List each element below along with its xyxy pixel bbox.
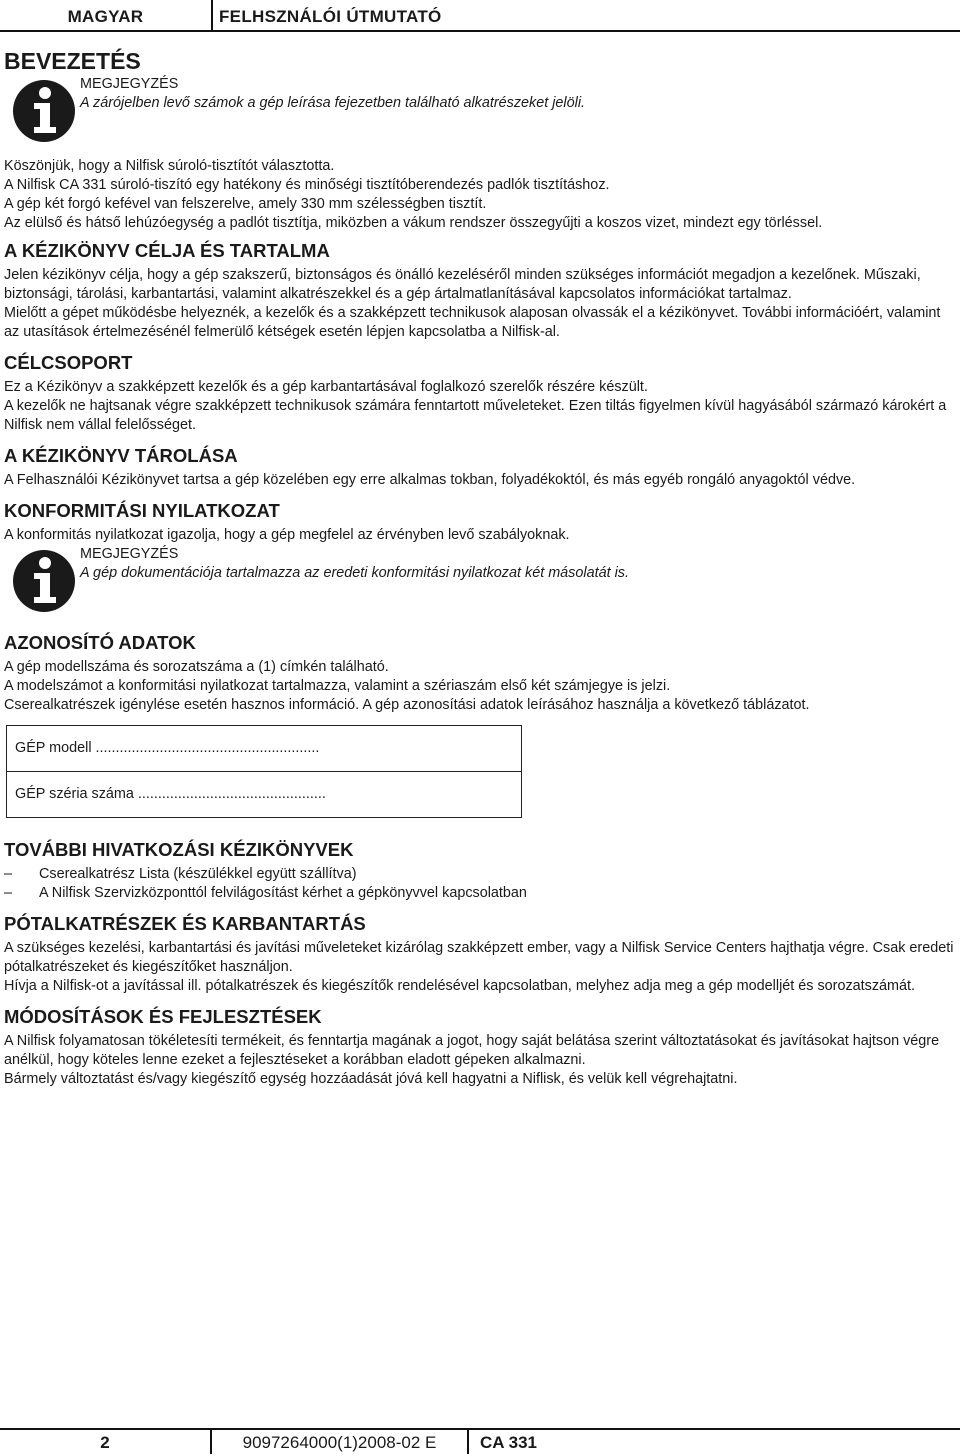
heading-target: CÉLCSOPORT: [4, 352, 133, 373]
target-paragraph: Ez a Kézikönyv a szakképzett kezelők és a gép karbantartásával foglalkozó szerelők részére készült.: [4, 379, 648, 395]
info-icon: [12, 79, 76, 143]
heading-modifications: MÓDOSÍTÁSOK ÉS FEJLESZTÉSEK: [4, 1006, 322, 1027]
heading-conformity: KONFORMITÁSI NYILATKOZAT: [4, 500, 280, 521]
list-item: [4, 884, 954, 903]
note-text: [80, 545, 629, 583]
model-field[interactable]: GÉP modell ........................................................: [15, 740, 320, 756]
identification-line: A gép modellszáma és sorozatszáma a (1) címkén található.: [4, 659, 389, 675]
intro-line: A Nilfisk CA 331 súroló-tiszító egy hatékony és minőségi tisztítóberendezés padlók tisztításhoz.: [4, 177, 610, 193]
spareparts-paragraph: Hívja a Nilfisk-ot a javítással ill. pótalkatrészek és kiegészítők rendelésével kapcsolatban, melyhez adja meg a gép modelljét és sorozatszámát.: [4, 978, 916, 994]
conformity-paragraph: A konformitás nyilatkozat igazolja, hogy a gép megfelel az érvényben levő szabályoknak.: [4, 527, 570, 543]
intro-line: A gép két forgó kefével van felszerelve, amely 330 mm szélességben tisztít.: [4, 196, 487, 212]
spareparts-paragraph: A szükséges kezelési, karbantartási és javítási műveleteket kizárólag szakképzett ember, vagy a Nilfisk Service Centers hajthatja végre. Csak eredeti pótalkatrészeket és kiegészítőket használjon.: [4, 940, 954, 975]
info-icon: [12, 549, 76, 613]
page-footer: [0, 1428, 960, 1454]
note-label: MEGJEGYZÉS: [80, 546, 179, 562]
heading-identification: AZONOSÍTÓ ADATOK: [4, 632, 196, 653]
note-label: MEGJEGYZÉS: [80, 76, 179, 92]
heading-spareparts: PÓTALKATRÉSZEK ÉS KARBANTARTÁS: [4, 913, 366, 934]
intro-line: Az elülső és hátső lehúzóegység a padlót tisztítja, miközben a vákum rendszer összegyűjti a koszos vizet, mindezt egy törléssel.: [4, 215, 823, 231]
note-text: [80, 75, 585, 113]
note-body: A gép dokumentációja tartalmazza az eredeti konformitási nyilatkozat két másolatát is.: [80, 565, 629, 581]
note-box: [4, 75, 954, 139]
modifications-paragraph: A Nilfisk folyamatosan tökéletesíti termékeit, és fenntartja magának a jogot, hogy saját belátása szerint változtatásokat és javításokat hajtson végre anélkül, hogy köteles lenne ezeket a fejlesztéseket a korábban eladott gépeken alkalmazni.: [4, 1033, 940, 1068]
list-item-text: Cserealkatrész Lista (készülékkel együtt szállítva): [39, 866, 357, 882]
purpose-paragraph: Jelen kézikönyv célja, hogy a gép szakszerű, biztonságos és önálló kezeléséről minden szükséges információt megadjon a kezelőnek. Műszaki, biztonsági, tárolási, karbantartási, valamint alkatrészekkel és a gép ártalmatlanításával kapcsolatos információkat tartalmaz.: [4, 267, 921, 302]
intro-line: Köszönjük, hogy a Nilfisk súroló-tisztítót választotta.: [4, 158, 335, 174]
list-item: [4, 865, 954, 884]
header-title: FELHSZNÁLÓI ÚTMUTATÓ: [219, 7, 442, 26]
note-body: A zárójelben levő számok a gép leírása fejezetben található alkatrészeket jelöli.: [80, 95, 586, 111]
identification-line: Cserealkatrészek igénylése esetén hasznos információ. A gép azonosítási adatok leírásához használja a következő táblázatot.: [4, 697, 810, 713]
header-language: MAGYAR: [0, 0, 213, 30]
note-box: [4, 545, 954, 609]
page-number: 2: [0, 1430, 212, 1454]
purpose-paragraph: Mielőtt a gépet működésbe helyeznék, a kezelők és a szakképzett technikusok alaposan olvassák el a kézikönyvet. További információért, valamint az utasítások értelmezésénél felmerülő kétségek esetén lépjen kapcsolatba a Nilfisk-al.: [4, 305, 941, 340]
heading-storage: A KÉZIKÖNYV TÁROLÁSA: [4, 445, 238, 466]
heading-references: TOVÁBBI HIVATKOZÁSI KÉZIKÖNYVEK: [4, 839, 354, 860]
identification-line: A modelszámot a konformitási nyilatkozat tartalmazza, valamint a szériaszám első két számjegye is jelzi.: [4, 678, 671, 694]
document-body: [4, 47, 954, 1089]
list-dash: –: [4, 866, 13, 882]
model-name: CA 331: [480, 1433, 538, 1452]
modifications-paragraph: Bármely változtatást és/vagy kiegészítő egység hozzáadását jóvá kell hagyatni a Niflisk, és velük kell végrehajtatni.: [4, 1071, 738, 1087]
identification-table: [6, 725, 522, 818]
heading-purpose: A KÉZIKÖNYV CÉLJA ÉS TARTALMA: [4, 240, 330, 261]
serial-field[interactable]: GÉP széria száma ...............................................: [7, 771, 521, 817]
list-dash: –: [4, 885, 13, 901]
storage-paragraph: A Felhasználói Kézikönyvet tartsa a gép közelében egy erre alkalmas tokban, folyadékoktól, és más egyéb rongáló anyagoktól védve.: [4, 472, 856, 488]
page-header: [0, 0, 960, 32]
heading-bevezetes: BEVEZETÉS: [4, 48, 141, 74]
target-paragraph: A kezelők ne hajtsanak végre szakképzett technikusok számára fenntartott műveleteket. Ezen tiltás figyelmen kívül hagyásából származó károkért a Nilfisk nem vállal felelősséget.: [4, 398, 947, 433]
list-item-text: A Nilfisk Szervizközponttól felvilágosítást kérhet a gépkönyvvel kapcsolatban: [39, 885, 527, 901]
header-rule: [0, 30, 960, 32]
document-code: 9097264000(1)2008-02 E: [212, 1430, 469, 1454]
